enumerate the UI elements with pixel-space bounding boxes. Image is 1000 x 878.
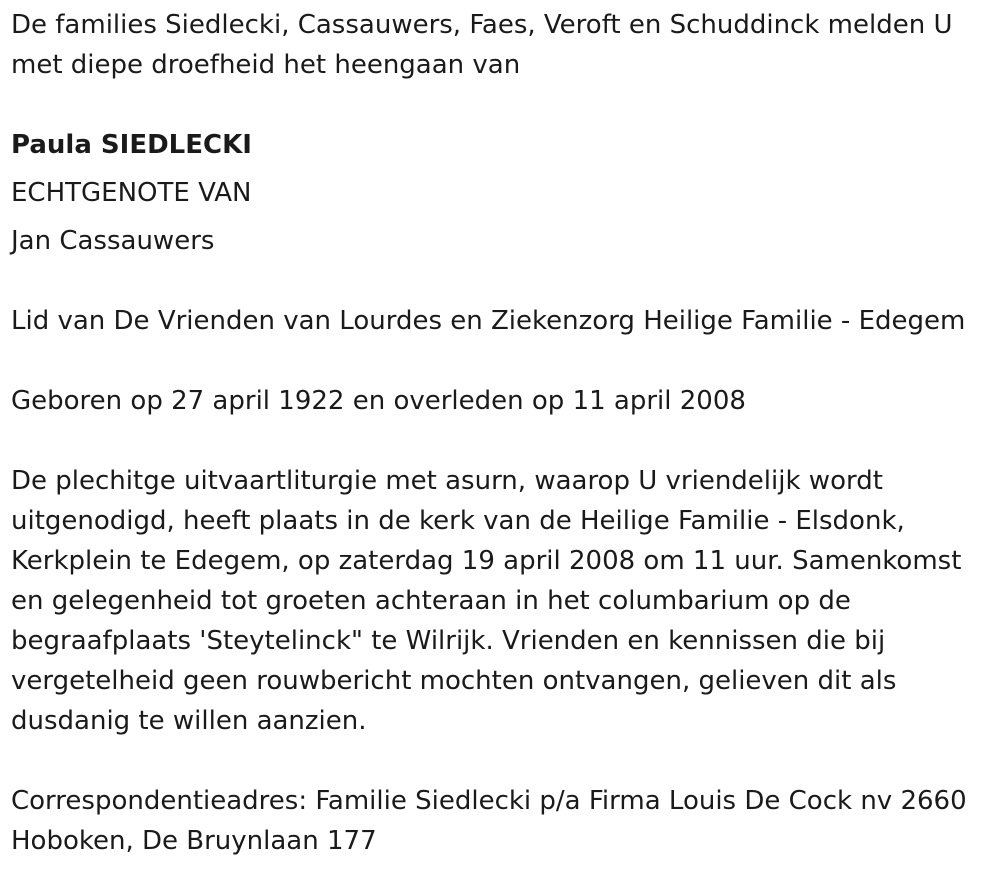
- ceremony-paragraph: De plechitge uitvaartliturgie met asurn, waarop U vriendelijk wordt uitgenodigd, heeft plaats in de kerk van de Heilige Familie - Elsdonk, Kerkplein te Edegem, op zaterdag 19 april 2008 om 11 uur. Samenkomst en gelegenheid tot groeten achteraan in het columbarium op de begraafplaats 'Steytelinck" te Wilrijk. Vrienden en kennissen die bij vergetelheid geen rouwbericht mochten ontvangen, gelieven dit als dusdanig te willen aanzien.: [11, 466, 962, 736]
- membership-text: Lid van De Vrienden van Lourdes en Ziekenzorg Heilige Familie - Edegem: [11, 306, 966, 336]
- spouse-name: Jan Cassauwers: [11, 226, 215, 256]
- deceased-name: Paula SIEDLECKI: [11, 130, 252, 160]
- birth-death-dates: Geboren op 27 april 1922 en overleden op 11 april 2008: [11, 386, 746, 416]
- correspondence-address: Correspondentieadres: Familie Siedlecki p/a Firma Louis De Cock nv 2660 Hoboken, De Bruynlaan 177: [11, 786, 967, 856]
- spouse-label: ECHTGENOTE VAN: [11, 178, 252, 208]
- intro-paragraph: De families Siedlecki, Cassauwers, Faes, Veroft en Schuddinck melden U met diepe droefheid het heengaan van: [11, 10, 953, 80]
- obituary-notice: [11, 5, 996, 861]
